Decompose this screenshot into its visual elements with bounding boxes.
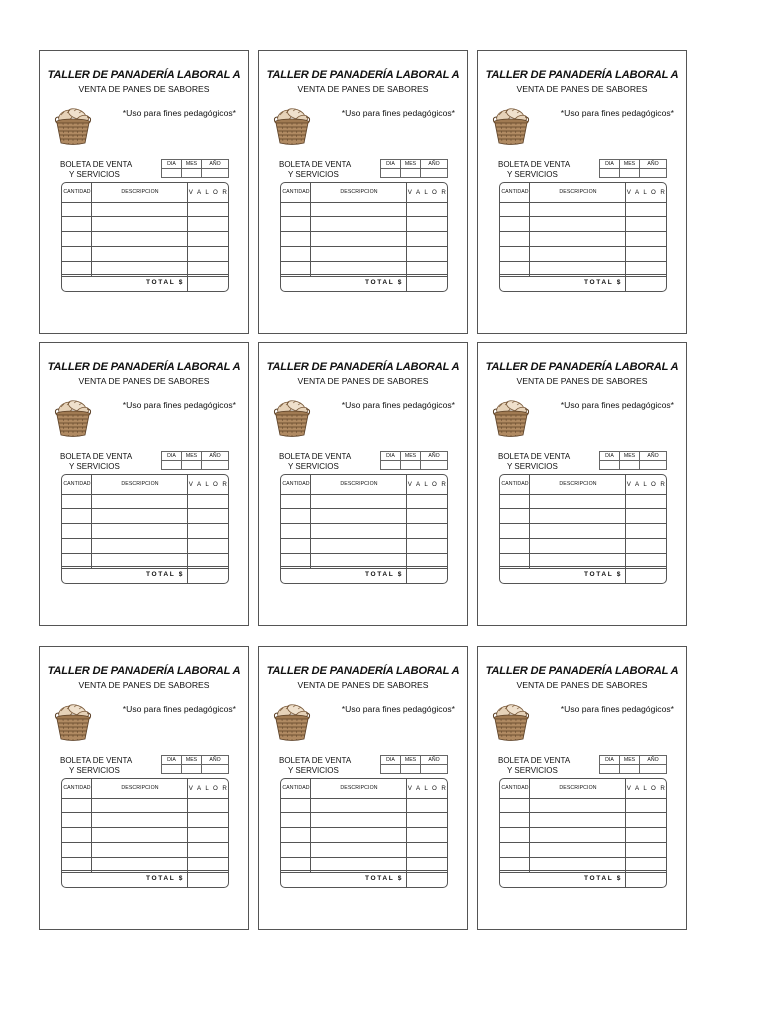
column-divider xyxy=(529,779,530,872)
column-header-descripcion: DESCRIPCION xyxy=(340,189,378,195)
total-label: TOTAL $ xyxy=(584,875,622,882)
table-row[interactable] xyxy=(281,798,447,813)
date-box xyxy=(599,755,667,774)
table-row[interactable] xyxy=(62,524,228,539)
date-field-year[interactable] xyxy=(202,169,228,178)
table-row[interactable] xyxy=(281,524,447,539)
table-header xyxy=(500,779,666,799)
items-table xyxy=(61,778,229,888)
column-divider xyxy=(91,475,92,568)
boleta-line-1: BOLETA DE VENTA xyxy=(60,756,133,765)
receipt-subtitle: VENTA DE PANES DE SABORES xyxy=(78,680,210,690)
boleta-line-2: Y SERVICIOS xyxy=(69,461,120,471)
table-header xyxy=(281,779,447,799)
date-header-month: MES xyxy=(620,160,640,169)
bread-basket-icon xyxy=(272,105,312,147)
receipt-card xyxy=(39,50,249,334)
boleta-label xyxy=(60,452,132,471)
column-divider xyxy=(406,475,407,584)
boleta-line-2: Y SERVICIOS xyxy=(507,461,558,471)
receipt-subtitle: VENTA DE PANES DE SABORES xyxy=(516,84,648,94)
items-table xyxy=(280,778,448,888)
date-box xyxy=(599,451,667,470)
table-row[interactable] xyxy=(62,798,228,813)
table-row[interactable] xyxy=(281,202,447,217)
total-label: TOTAL $ xyxy=(146,279,184,286)
receipt-card xyxy=(477,342,687,626)
table-row[interactable] xyxy=(62,202,228,217)
items-table xyxy=(61,182,229,292)
date-header-month: MES xyxy=(620,756,640,765)
column-header-descripcion: DESCRIPCION xyxy=(559,481,597,487)
date-field-day[interactable] xyxy=(381,169,401,178)
items-table xyxy=(280,474,448,584)
date-header-month: MES xyxy=(401,160,421,169)
pedagogical-note: *Uso para fines pedagógicos* xyxy=(341,400,455,410)
pedagogical-note: *Uso para fines pedagógicos* xyxy=(560,108,674,118)
boleta-line-1: BOLETA DE VENTA xyxy=(498,452,571,461)
date-field-year[interactable] xyxy=(640,461,666,470)
date-field-day[interactable] xyxy=(162,461,182,470)
column-header-valor: V A L O R xyxy=(626,189,667,196)
date-field-month[interactable] xyxy=(401,461,421,470)
bread-basket-icon xyxy=(272,701,312,743)
date-header-year: AÑO xyxy=(202,756,228,765)
column-header-cantidad: CANTIDAD xyxy=(63,785,91,791)
date-header-day: DIA xyxy=(162,756,182,765)
date-field-month[interactable] xyxy=(401,169,421,178)
total-label: TOTAL $ xyxy=(146,571,184,578)
pedagogical-note: *Uso para fines pedagógicos* xyxy=(122,400,236,410)
date-field-year[interactable] xyxy=(640,169,666,178)
table-row[interactable] xyxy=(62,494,228,509)
boleta-line-2: Y SERVICIOS xyxy=(69,765,120,775)
receipt-title: TALLER DE PANADERÍA LABORAL A xyxy=(47,361,241,373)
total-label: TOTAL $ xyxy=(365,571,403,578)
table-row[interactable] xyxy=(500,524,666,539)
table-row[interactable] xyxy=(500,202,666,217)
date-header-day: DIA xyxy=(600,452,620,461)
receipt-card xyxy=(477,50,687,334)
boleta-line-1: BOLETA DE VENTA xyxy=(279,160,352,169)
date-header-year: AÑO xyxy=(202,160,228,169)
boleta-line-1: BOLETA DE VENTA xyxy=(60,452,133,461)
column-header-cantidad: CANTIDAD xyxy=(282,189,310,195)
date-field-month[interactable] xyxy=(401,765,421,774)
receipt-subtitle: VENTA DE PANES DE SABORES xyxy=(516,680,648,690)
date-header-day: DIA xyxy=(162,452,182,461)
boleta-label xyxy=(60,756,132,775)
bread-basket-icon xyxy=(491,397,531,439)
receipt-title: TALLER DE PANADERÍA LABORAL A xyxy=(266,361,460,373)
receipt-title: TALLER DE PANADERÍA LABORAL A xyxy=(266,69,460,81)
total-label: TOTAL $ xyxy=(365,875,403,882)
column-header-descripcion: DESCRIPCION xyxy=(340,481,378,487)
receipt-card xyxy=(39,342,249,626)
boleta-line-2: Y SERVICIOS xyxy=(507,765,558,775)
column-header-descripcion: DESCRIPCION xyxy=(121,785,159,791)
receipt-card xyxy=(258,646,468,930)
table-row[interactable] xyxy=(62,247,228,262)
boleta-label xyxy=(279,160,351,179)
column-divider xyxy=(529,183,530,276)
boleta-label xyxy=(60,160,132,179)
total-row xyxy=(281,870,447,887)
table-row[interactable] xyxy=(281,813,447,828)
date-field-year[interactable] xyxy=(421,765,447,774)
column-header-valor: V A L O R xyxy=(407,189,448,196)
total-row xyxy=(62,870,228,887)
table-row[interactable] xyxy=(281,232,447,247)
column-divider xyxy=(625,183,626,292)
column-header-cantidad: CANTIDAD xyxy=(501,189,529,195)
date-field-day[interactable] xyxy=(381,461,401,470)
receipt-title: TALLER DE PANADERÍA LABORAL A xyxy=(485,361,679,373)
date-field-month[interactable] xyxy=(182,169,202,178)
column-divider xyxy=(625,475,626,584)
items-table xyxy=(499,182,667,292)
items-table xyxy=(499,778,667,888)
column-divider xyxy=(187,779,188,888)
date-header-day: DIA xyxy=(600,756,620,765)
date-field-year[interactable] xyxy=(202,461,228,470)
boleta-line-1: BOLETA DE VENTA xyxy=(279,756,352,765)
receipt-subtitle: VENTA DE PANES DE SABORES xyxy=(78,84,210,94)
boleta-label xyxy=(279,452,351,471)
boleta-label xyxy=(498,756,570,775)
table-row[interactable] xyxy=(500,217,666,232)
date-field-day[interactable] xyxy=(600,169,620,178)
column-header-cantidad: CANTIDAD xyxy=(282,785,310,791)
items-table xyxy=(280,182,448,292)
date-field-year[interactable] xyxy=(202,765,228,774)
boleta-line-2: Y SERVICIOS xyxy=(507,169,558,179)
pedagogical-note: *Uso para fines pedagógicos* xyxy=(122,108,236,118)
pedagogical-note: *Uso para fines pedagógicos* xyxy=(122,704,236,714)
date-header-year: AÑO xyxy=(640,452,666,461)
receipt-subtitle: VENTA DE PANES DE SABORES xyxy=(297,376,429,386)
bread-basket-icon xyxy=(53,397,93,439)
date-header-month: MES xyxy=(182,452,202,461)
date-header-month: MES xyxy=(401,756,421,765)
boleta-label xyxy=(498,160,570,179)
receipt-card xyxy=(477,646,687,930)
column-divider xyxy=(310,475,311,568)
column-header-descripcion: DESCRIPCION xyxy=(121,189,159,195)
date-header-day: DIA xyxy=(600,160,620,169)
table-header xyxy=(281,475,447,495)
receipt-card xyxy=(258,342,468,626)
table-header xyxy=(500,475,666,495)
total-row xyxy=(500,870,666,887)
table-row[interactable] xyxy=(281,539,447,554)
date-box xyxy=(380,159,448,178)
receipt-title: TALLER DE PANADERÍA LABORAL A xyxy=(266,665,460,677)
receipt-subtitle: VENTA DE PANES DE SABORES xyxy=(78,376,210,386)
date-header-year: AÑO xyxy=(421,452,447,461)
column-divider xyxy=(91,183,92,276)
bread-basket-icon xyxy=(491,701,531,743)
total-label: TOTAL $ xyxy=(146,875,184,882)
column-header-valor: V A L O R xyxy=(407,481,448,488)
date-field-month[interactable] xyxy=(620,169,640,178)
date-box xyxy=(599,159,667,178)
pedagogical-note: *Uso para fines pedagógicos* xyxy=(341,704,455,714)
date-header-year: AÑO xyxy=(421,160,447,169)
column-header-descripcion: DESCRIPCION xyxy=(559,189,597,195)
column-header-valor: V A L O R xyxy=(188,189,229,196)
date-field-month[interactable] xyxy=(182,765,202,774)
boleta-line-1: BOLETA DE VENTA xyxy=(279,452,352,461)
total-label: TOTAL $ xyxy=(584,279,622,286)
table-row[interactable] xyxy=(281,247,447,262)
bread-basket-icon xyxy=(272,397,312,439)
date-header-day: DIA xyxy=(381,756,401,765)
table-row[interactable] xyxy=(500,509,666,524)
date-field-day[interactable] xyxy=(381,765,401,774)
date-header-month: MES xyxy=(182,756,202,765)
column-header-cantidad: CANTIDAD xyxy=(63,189,91,195)
table-row[interactable] xyxy=(500,813,666,828)
date-field-day[interactable] xyxy=(162,169,182,178)
total-row xyxy=(62,566,228,583)
column-header-valor: V A L O R xyxy=(188,785,229,792)
table-row[interactable] xyxy=(62,539,228,554)
column-divider xyxy=(310,183,311,276)
table-header xyxy=(62,183,228,203)
table-row[interactable] xyxy=(500,539,666,554)
date-box xyxy=(161,451,229,470)
boleta-line-2: Y SERVICIOS xyxy=(288,765,339,775)
total-row xyxy=(500,566,666,583)
receipt-card xyxy=(258,50,468,334)
pedagogical-note: *Uso para fines pedagógicos* xyxy=(560,704,674,714)
total-row xyxy=(281,274,447,291)
table-row[interactable] xyxy=(62,843,228,858)
date-field-day[interactable] xyxy=(600,765,620,774)
column-header-descripcion: DESCRIPCION xyxy=(121,481,159,487)
date-header-day: DIA xyxy=(381,452,401,461)
table-row[interactable] xyxy=(500,247,666,262)
receipt-subtitle: VENTA DE PANES DE SABORES xyxy=(516,376,648,386)
table-row[interactable] xyxy=(62,509,228,524)
total-row xyxy=(500,274,666,291)
column-divider xyxy=(625,779,626,888)
column-header-valor: V A L O R xyxy=(626,785,667,792)
table-row[interactable] xyxy=(281,509,447,524)
table-row[interactable] xyxy=(62,217,228,232)
items-table xyxy=(499,474,667,584)
column-divider xyxy=(310,779,311,872)
date-field-month[interactable] xyxy=(620,765,640,774)
date-header-day: DIA xyxy=(162,160,182,169)
boleta-line-2: Y SERVICIOS xyxy=(288,461,339,471)
date-box xyxy=(380,755,448,774)
column-divider xyxy=(406,183,407,292)
column-divider xyxy=(187,475,188,584)
date-header-year: AÑO xyxy=(640,160,666,169)
boleta-line-1: BOLETA DE VENTA xyxy=(60,160,133,169)
boleta-line-2: Y SERVICIOS xyxy=(69,169,120,179)
table-row[interactable] xyxy=(62,813,228,828)
bread-basket-icon xyxy=(53,105,93,147)
column-divider xyxy=(187,183,188,292)
table-header xyxy=(62,475,228,495)
receipt-subtitle: VENTA DE PANES DE SABORES xyxy=(297,680,429,690)
date-field-day[interactable] xyxy=(600,461,620,470)
date-header-day: DIA xyxy=(381,160,401,169)
boleta-line-1: BOLETA DE VENTA xyxy=(498,756,571,765)
date-header-year: AÑO xyxy=(202,452,228,461)
table-row[interactable] xyxy=(500,843,666,858)
date-header-year: AÑO xyxy=(421,756,447,765)
receipt-card xyxy=(39,646,249,930)
column-header-valor: V A L O R xyxy=(188,481,229,488)
receipt-title: TALLER DE PANADERÍA LABORAL A xyxy=(47,665,241,677)
receipt-title: TALLER DE PANADERÍA LABORAL A xyxy=(485,665,679,677)
date-field-month[interactable] xyxy=(620,461,640,470)
date-header-month: MES xyxy=(620,452,640,461)
table-row[interactable] xyxy=(62,232,228,247)
table-row[interactable] xyxy=(281,828,447,843)
pedagogical-note: *Uso para fines pedagógicos* xyxy=(341,108,455,118)
column-divider xyxy=(91,779,92,872)
receipt-subtitle: VENTA DE PANES DE SABORES xyxy=(297,84,429,94)
column-header-descripcion: DESCRIPCION xyxy=(340,785,378,791)
boleta-label xyxy=(498,452,570,471)
table-row[interactable] xyxy=(500,232,666,247)
total-label: TOTAL $ xyxy=(584,571,622,578)
date-field-month[interactable] xyxy=(182,461,202,470)
column-header-descripcion: DESCRIPCION xyxy=(559,785,597,791)
column-divider xyxy=(406,779,407,888)
boleta-line-2: Y SERVICIOS xyxy=(288,169,339,179)
bread-basket-icon xyxy=(491,105,531,147)
date-field-year[interactable] xyxy=(640,765,666,774)
column-header-cantidad: CANTIDAD xyxy=(63,481,91,487)
date-field-year[interactable] xyxy=(421,461,447,470)
table-row[interactable] xyxy=(281,217,447,232)
date-box xyxy=(380,451,448,470)
table-header xyxy=(62,779,228,799)
date-header-month: MES xyxy=(182,160,202,169)
table-row[interactable] xyxy=(62,828,228,843)
table-header xyxy=(281,183,447,203)
pedagogical-note: *Uso para fines pedagógicos* xyxy=(560,400,674,410)
receipt-title: TALLER DE PANADERÍA LABORAL A xyxy=(47,69,241,81)
column-divider xyxy=(529,475,530,568)
table-row[interactable] xyxy=(281,494,447,509)
date-field-day[interactable] xyxy=(162,765,182,774)
bread-basket-icon xyxy=(53,701,93,743)
boleta-line-1: BOLETA DE VENTA xyxy=(498,160,571,169)
table-row[interactable] xyxy=(500,828,666,843)
table-header xyxy=(500,183,666,203)
column-header-cantidad: CANTIDAD xyxy=(501,481,529,487)
date-header-year: AÑO xyxy=(640,756,666,765)
table-row[interactable] xyxy=(500,494,666,509)
date-box xyxy=(161,755,229,774)
boleta-label xyxy=(279,756,351,775)
total-label: TOTAL $ xyxy=(365,279,403,286)
items-table xyxy=(61,474,229,584)
column-header-cantidad: CANTIDAD xyxy=(501,785,529,791)
column-header-valor: V A L O R xyxy=(626,481,667,488)
total-row xyxy=(281,566,447,583)
date-header-month: MES xyxy=(401,452,421,461)
table-row[interactable] xyxy=(500,798,666,813)
date-field-year[interactable] xyxy=(421,169,447,178)
total-row xyxy=(62,274,228,291)
receipt-title: TALLER DE PANADERÍA LABORAL A xyxy=(485,69,679,81)
column-header-valor: V A L O R xyxy=(407,785,448,792)
table-row[interactable] xyxy=(281,843,447,858)
column-header-cantidad: CANTIDAD xyxy=(282,481,310,487)
date-box xyxy=(161,159,229,178)
